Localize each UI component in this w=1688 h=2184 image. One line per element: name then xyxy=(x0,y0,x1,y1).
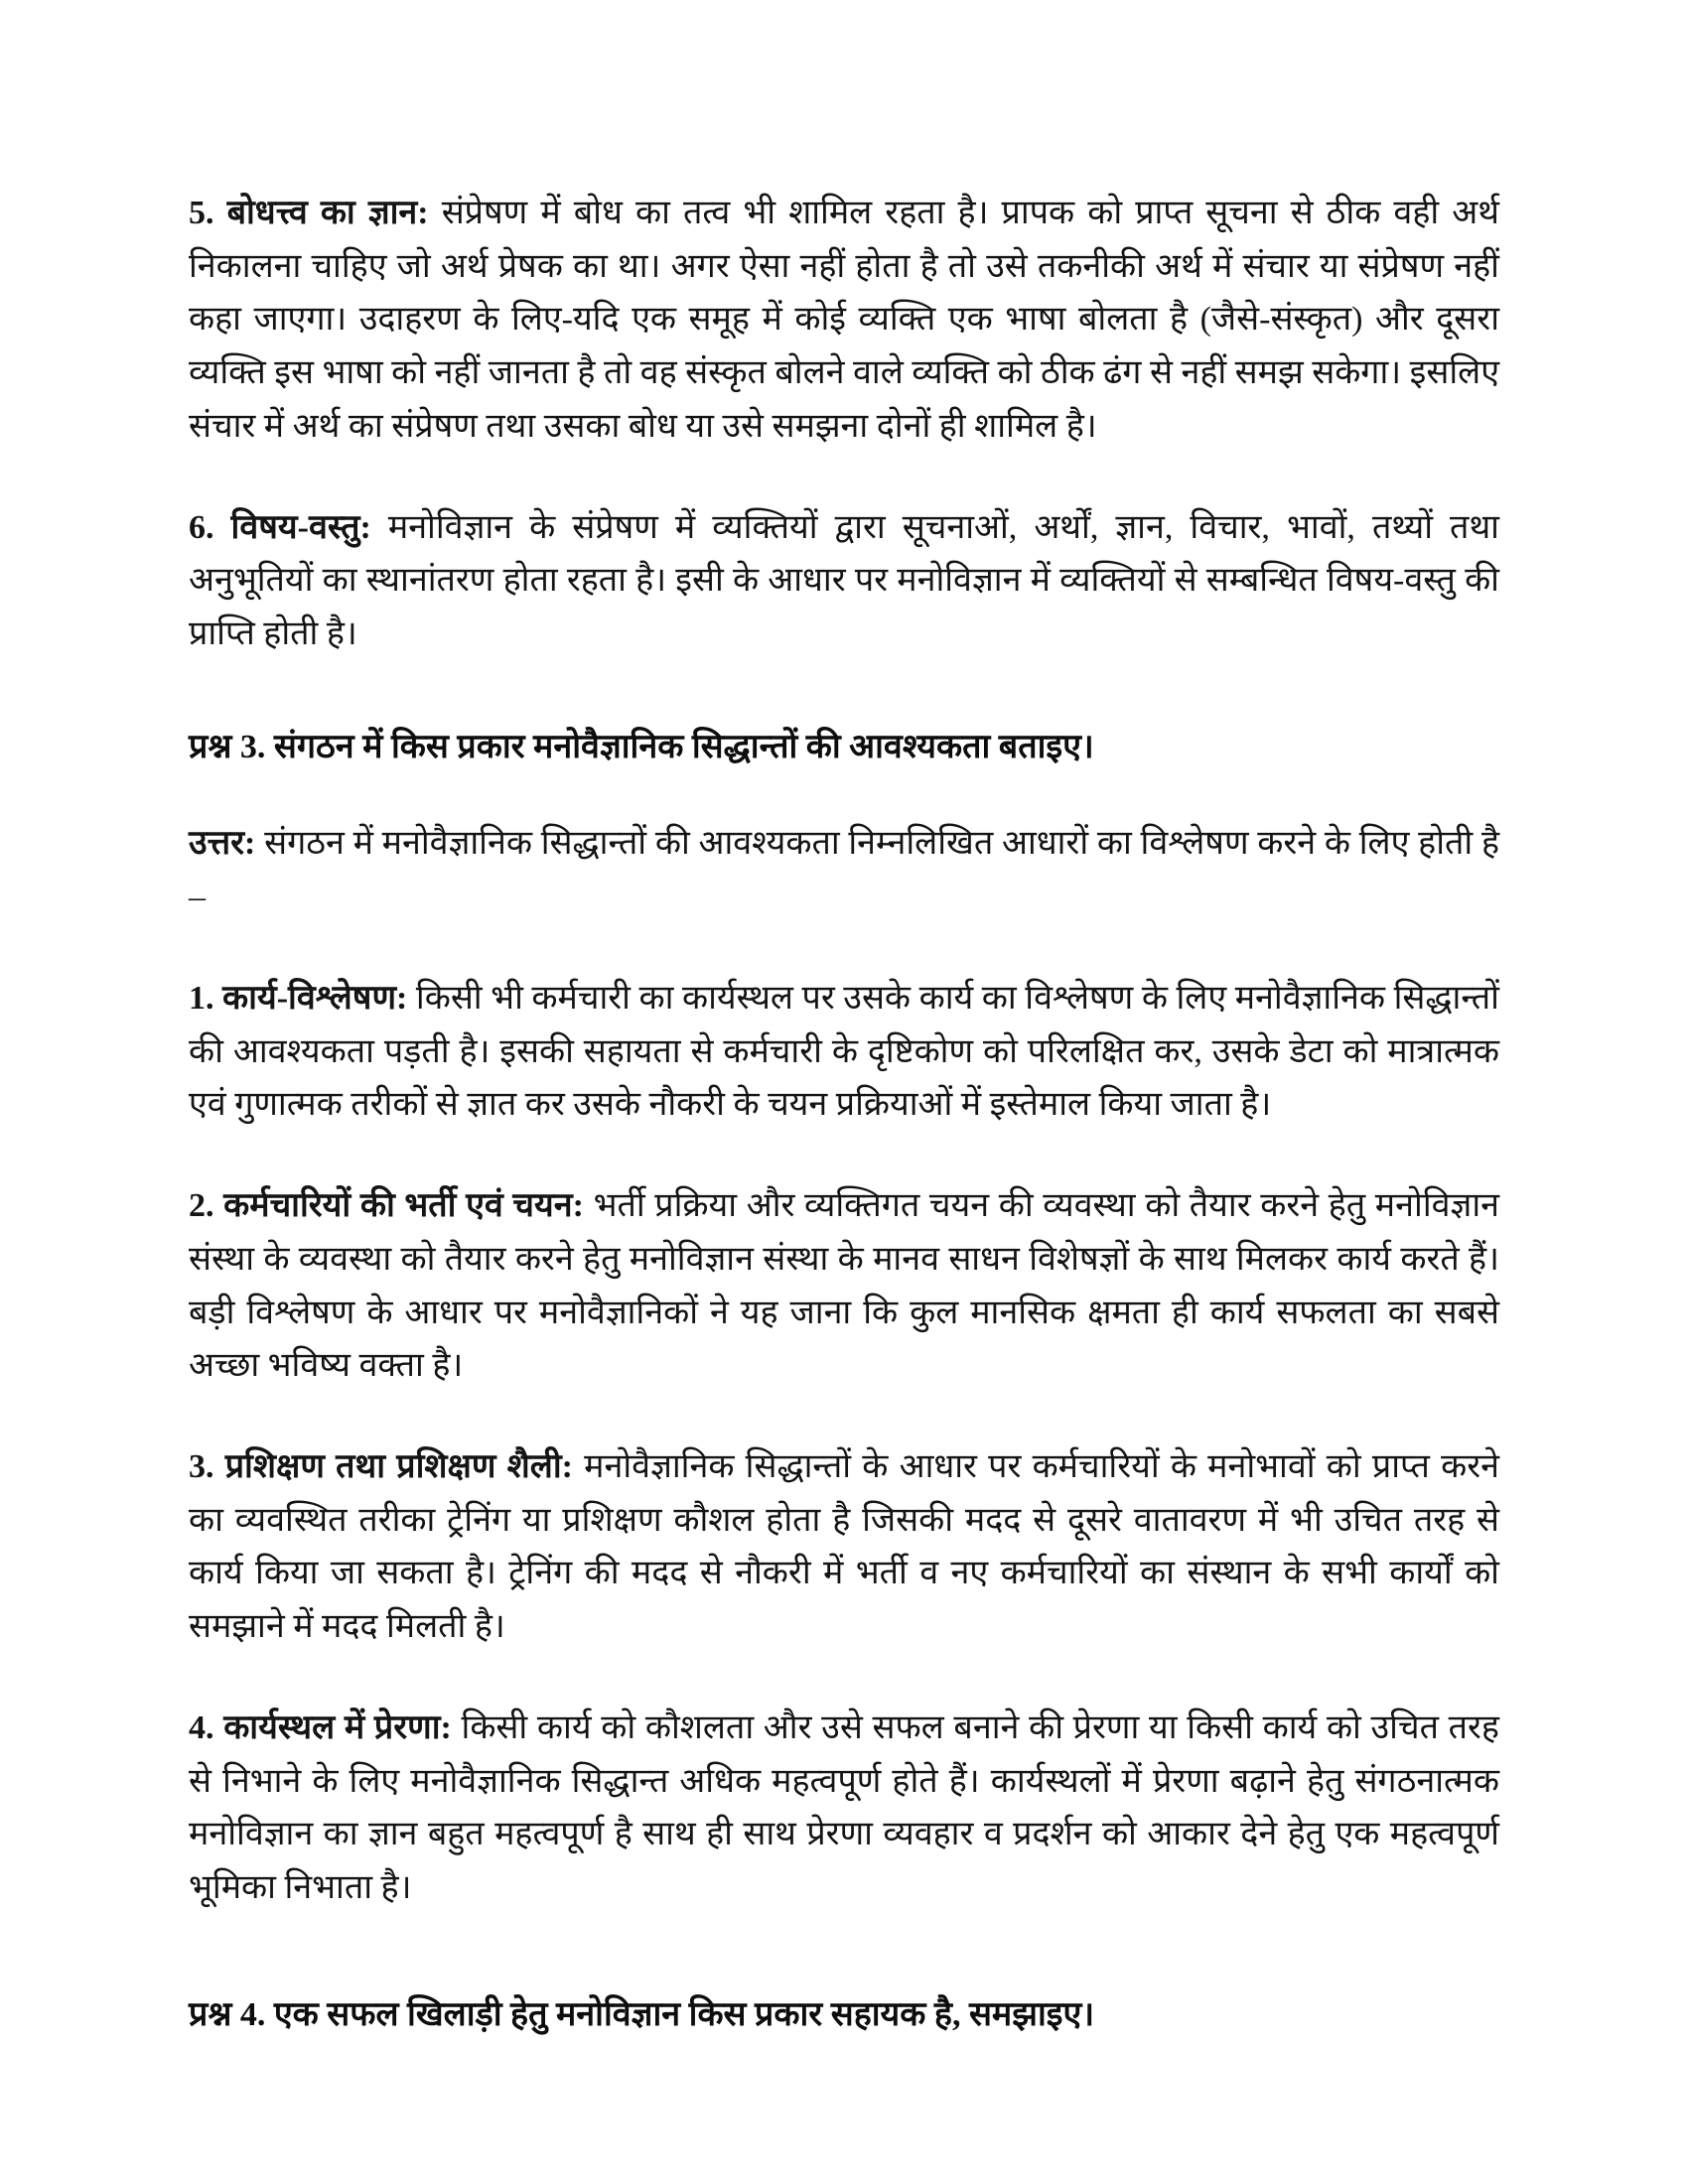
paragraph-point-4 xyxy=(189,1702,1499,1915)
paragraph-body-point-2: भर्ती प्रक्रिया और व्यक्तिगत चयन की व्यवस्था को तैयार करने हेतु मनोविज्ञान संस्था के व्यवस्था को तैयार करने हेतु मनोविज्ञान संस्था के मानव साधन विशेषज्ञों के साथ मिलकर कार्य करते हैं। बड़ी विश्लेषण के आधार पर मनोवैज्ञानिकों ने यह जाना कि कुल मानसिक क्षमता ही कार्य सफलता का सबसे अच्छा भविष्य वक्ता है। xyxy=(189,1187,1499,1385)
paragraph-lead-point-3: 3. प्रशिक्षण तथा प्रशिक्षण शैली: xyxy=(189,1447,573,1485)
question-heading-3: प्रश्न 3. संगठन में किस प्रकार मनोवैज्ञानिक सिद्धान्तों की आवश्यकता बताइए। xyxy=(189,728,1094,765)
paragraph-lead-point-5: 5. बोधत्त्व का ज्ञान: xyxy=(189,195,429,231)
paragraph-lead-point-2: 2. कर्मचारियों की भर्ती एवं चयन: xyxy=(189,1187,584,1225)
paragraph-body-point-4: किसी कार्य को कौशलता और उसे सफल बनाने की प्रेरणा या किसी कार्य को उचित तरह से निभाने के लिए मनोवैज्ञानिक सिद्धान्त अधिक महत्वपूर्ण होते हैं। कार्यस्थलों में प्रेरणा बढ़ाने हेतु संगठनात्मक मनोविज्ञान का ज्ञान बहुत महत्वपूर्ण है साथ ही साथ प्रेरणा व्यवहार व प्रदर्शन को आकार देने हेतु एक महत्वपूर्ण भूमिका निभाता है। xyxy=(189,1708,1499,1906)
document-content xyxy=(189,187,1499,2041)
paragraph-body-point-6: मनोविज्ञान के संप्रेषण में व्यक्तियों द्वारा सूचनाओं, अर्थों, ज्ञान, विचार, भावों, तथ्यों तथा अनुभूतियों का स्थानांतरण होता रहता है। इसी के आधार पर मनोविज्ञान में व्यक्तियों से सम्बन्धित विषय-वस्तु की प्राप्ति होती है। xyxy=(189,508,1499,653)
paragraph-lead-point-1: 1. कार्य-विश्लेषण: xyxy=(189,979,408,1017)
paragraph-lead-point-6: 6. विषय-वस्तु: xyxy=(189,508,371,546)
answer-paragraph-3 xyxy=(189,817,1499,923)
paragraph-body-point-5: संप्रेषण में बोध का तत्व भी शामिल रहता है। प्रापक को प्राप्त सूचना से ठीक वही अर्थ निकालना चाहिए जो अर्थ प्रेषक का था। अगर ऐसा नहीं होता है तो उसे तकनीकी अर्थ में संचार या संप्रेषण नहीं कहा जाएगा। उदाहरण के लिए-यदि एक समूह में कोई व्यक्ति एक भाषा बोलता है (जैसे-संस्कृत) और दूसरा व्यक्ति इस भाषा को नहीं जानता है तो वह संस्कृत बोलने वाले व्यक्ति को ठीक ढंग से नहीं समझ सकेगा। इसलिए संचार में अर्थ का संप्रेषण तथा उसका बोध या उसे समझना दोनों ही शामिल है। xyxy=(189,195,1499,445)
spacer xyxy=(189,1959,1499,1988)
paragraph-point-5 xyxy=(189,187,1499,454)
spacer xyxy=(189,705,1499,721)
paragraph-point-6 xyxy=(189,501,1499,661)
question-heading-4: प्रश्न 4. एक सफल खिलाड़ी हेतु मनोविज्ञान किस प्रकार सहायक है, समझाइए। xyxy=(189,1995,1095,2033)
answer-body-3: संगठन में मनोवैज्ञानिक सिद्धान्तों की आवश्यकता निम्नलिखित आधारों का विश्लेषण करने के लिए होती है – xyxy=(189,825,1499,916)
paragraph-lead-point-4: 4. कार्यस्थल में प्रेरणा: xyxy=(189,1708,452,1746)
paragraph-point-3 xyxy=(189,1440,1499,1654)
paragraph-body-point-3: मनोवैज्ञानिक सिद्धान्तों के आधार पर कर्मचारियों के मनोभावों को प्राप्त करने का व्यवस्थित तरीका ट्रेनिंग या प्रशिक्षण कौशल होता है जिसकी मदद से दूसरे वातावरण में भी उचित तरह से कार्य किया जा सकता है। ट्रेनिंग की मदद से नौकरी में भर्ती व नए कर्मचारियों का संस्थान के सभी कार्यों को समझाने में मदद मिलती है। xyxy=(189,1447,1499,1646)
paragraph-point-1 xyxy=(189,972,1499,1132)
answer-lead-3: उत्तर: xyxy=(189,825,256,863)
paragraph-body-point-1: किसी भी कर्मचारी का कार्यस्थल पर उसके कार्य का विश्लेषण के लिए मनोवैज्ञानिक सिद्धान्तों की आवश्यकता पड़ती है। इसकी सहायता से कर्मचारी के दृष्टिकोण को परिलक्षित कर, उसके डेटा को मात्रात्मक एवं गुणात्मक तरीकों से ज्ञात कर उसके नौकरी के चयन प्रक्रियाओं में इस्तेमाल किया जाता है। xyxy=(189,979,1499,1124)
paragraph-point-2 xyxy=(189,1179,1499,1393)
